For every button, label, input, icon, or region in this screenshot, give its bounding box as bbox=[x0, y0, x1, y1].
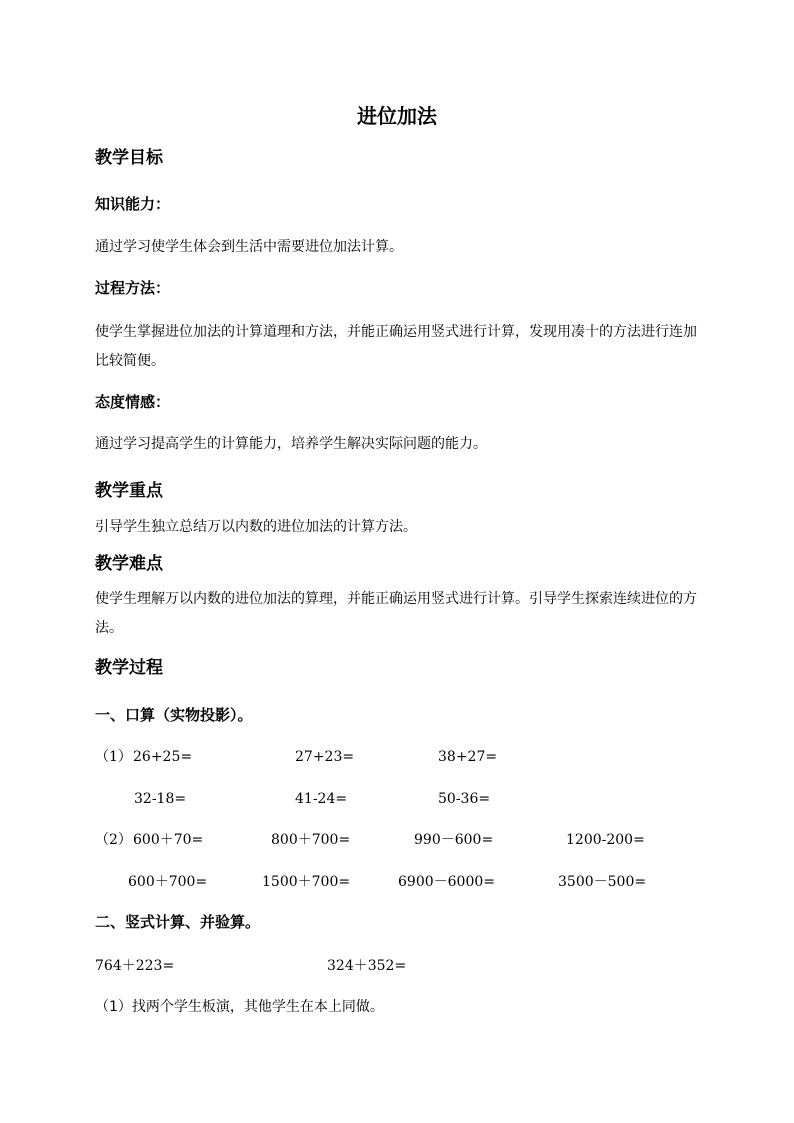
exercise-item: 764＋223= bbox=[95, 958, 175, 974]
exercise-item: 990－600= bbox=[414, 832, 494, 848]
exercise-item: 38+27= bbox=[438, 749, 498, 765]
attitude-emotion-label: 态度情感： bbox=[95, 393, 171, 411]
exercise-item: 1200-200= bbox=[566, 832, 645, 848]
process-method-label: 过程方法： bbox=[95, 279, 171, 297]
attitude-emotion-text: 通过学习提高学生的计算能力，培养学生解决实际问题的能力。 bbox=[95, 436, 487, 452]
document-title: 进位加法 bbox=[357, 104, 437, 128]
process-method-text: 使学生掌握进位加法的计算道理和方法，并能正确运用竖式进行计算，发现用凑十的方法进行连加比较简便。 bbox=[95, 324, 697, 369]
knowledge-ability-label: 知识能力： bbox=[95, 195, 171, 213]
teaching-difficulties-text: 使学生理解万以内数的进位加法的算理，并能正确运用竖式进行计算。引导学生探索连续进位的方法。 bbox=[95, 591, 697, 636]
board-practice-note: （1）找两个学生板演，其他学生在本上同做。 bbox=[95, 999, 384, 1015]
exercise-group-1-prefix: （1） bbox=[95, 749, 132, 765]
exercise-item: 27+23= bbox=[295, 749, 355, 765]
teaching-process-heading: 教学过程 bbox=[95, 658, 163, 678]
exercise-item: 800＋700= bbox=[271, 832, 351, 848]
exercise-item: 26+25= bbox=[133, 749, 193, 765]
knowledge-ability-text: 通过学习使学生体会到生活中需要进位加法计算。 bbox=[95, 239, 403, 255]
teaching-key-points-heading: 教学重点 bbox=[95, 481, 163, 501]
exercise-item: 324＋352= bbox=[327, 958, 407, 974]
section-vertical-calc-title: 二、竖式计算、并验算。 bbox=[95, 913, 261, 931]
exercise-item: 3500－500= bbox=[558, 874, 647, 890]
exercise-item: 600＋70= bbox=[133, 832, 204, 848]
teaching-difficulties-heading: 教学难点 bbox=[95, 554, 163, 574]
exercise-item: 50-36= bbox=[438, 791, 491, 807]
section-oral-calc-title: 一、口算（实物投影）。 bbox=[95, 706, 253, 724]
exercise-item: 32-18= bbox=[134, 791, 187, 807]
exercise-item: 6900－6000= bbox=[398, 874, 495, 890]
exercise-item: 600＋700= bbox=[128, 874, 208, 890]
teaching-key-points-text: 引导学生独立总结万以内数的进位加法的计算方法。 bbox=[95, 519, 417, 535]
exercise-item: 41-24= bbox=[295, 791, 348, 807]
exercise-group-2-prefix: （2） bbox=[95, 832, 132, 848]
teaching-goals-heading: 教学目标 bbox=[95, 148, 163, 168]
exercise-item: 1500＋700= bbox=[262, 874, 351, 890]
